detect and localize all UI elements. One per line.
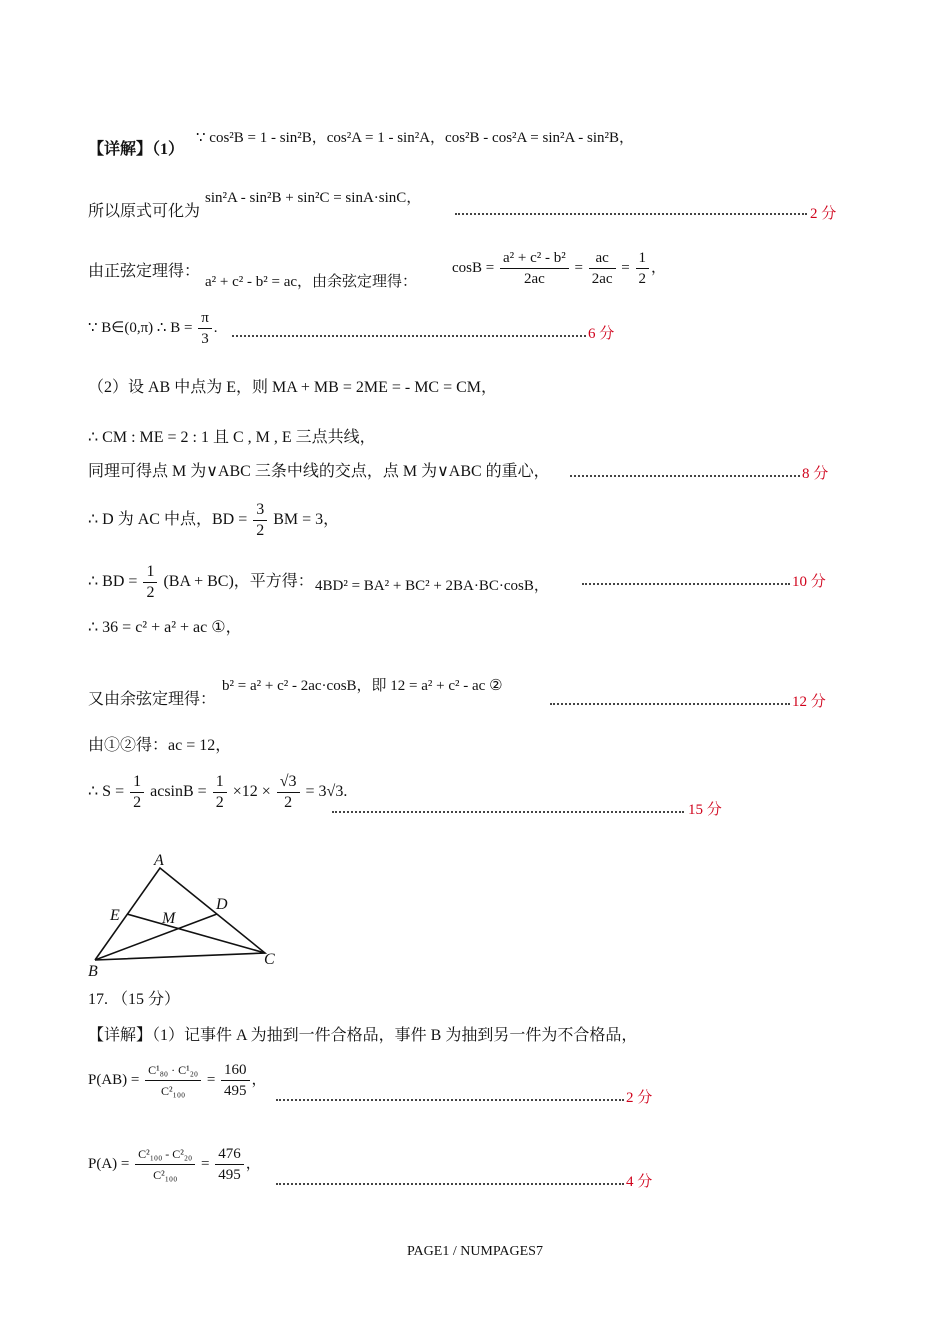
simplify-text: 所以原式可化为 xyxy=(88,203,201,220)
prob-a-lhs: P(A) = xyxy=(88,1155,130,1172)
page-footer: PAGE1 / NUMPAGES7 xyxy=(407,1244,543,1259)
equation-2: b² = a² + c² - 2ac·cosB，即 12 = a² + c² - ac ② xyxy=(222,678,503,694)
fraction-den: C²₁₀₀ xyxy=(161,1084,186,1098)
identity-line: ∵ cos²B = 1 - sin²B，cos²A = 1 - sin²A，cos²B - cos²A = sin²A - sin²B， xyxy=(196,130,634,146)
fraction-num: 1 xyxy=(636,248,650,269)
fraction-den: 2 xyxy=(256,522,265,539)
fraction-den: 2ac xyxy=(591,271,613,287)
fraction-num: 476 xyxy=(215,1144,244,1165)
dot-leader xyxy=(455,212,807,215)
area-lhs: ∴ S = xyxy=(88,783,125,801)
label-b: B xyxy=(88,963,98,980)
dot-leader xyxy=(582,582,790,585)
fraction-den: 2 xyxy=(638,271,646,287)
part2-line: （2）设 AB 中点为 E，则 MA + MB = 2ME = - MC = CM， xyxy=(88,379,498,396)
fraction-den: 2 xyxy=(146,584,155,601)
problem-17-detail: 【详解】（1）记事件 A 为抽到一件合格品，事件 B 为抽到另一件为不合格品， xyxy=(88,1027,638,1044)
label-c: C xyxy=(264,951,275,968)
fraction-den: 2ac xyxy=(523,271,545,287)
score-17-4: 4 分 xyxy=(626,1174,653,1190)
fraction xyxy=(253,500,267,541)
detail-heading: 【详解】（1） xyxy=(88,141,185,158)
median-ce xyxy=(127,914,265,953)
fraction-den: 495 xyxy=(224,1083,247,1099)
fraction xyxy=(143,562,157,603)
problem-17-heading: 17. （15 分） xyxy=(88,991,181,1008)
label-e: E xyxy=(110,907,120,924)
triangle-figure xyxy=(80,848,290,983)
fraction-num: π xyxy=(198,308,212,329)
dot-leader xyxy=(550,702,790,705)
vector-bd-text: ∴ BD = xyxy=(88,573,138,591)
fraction-num: 1 xyxy=(213,772,227,793)
prob-a-line: P(A) = $\frac{\text{C²₁₀₀ - C²₂₀}}{\text{C²₁₀₀}}$ = $\frac{476}{495}$ ， xyxy=(88,1146,261,1183)
midpoint-text: ∴ D 为 AC 中点，BD = xyxy=(88,511,248,529)
fraction xyxy=(145,1060,201,1101)
squared-equation: 4BD² = BA² + BC² + 2BA·BC·cosB， xyxy=(315,578,549,594)
label-m: M xyxy=(162,910,176,927)
prob-ab-lhs: P(AB) = xyxy=(88,1071,140,1088)
fraction-num: C²₁₀₀ - C²₂₀ xyxy=(135,1144,195,1165)
label-d: D xyxy=(216,896,228,913)
score-10: 10 分 xyxy=(792,574,826,590)
fraction-num: C¹₈₀ · C¹₂₀ xyxy=(145,1060,201,1081)
equation-1: ∴ 36 = c² + a² + ac ①， xyxy=(88,619,242,636)
fraction-den: 3 xyxy=(201,331,209,347)
fraction-den: C²₁₀₀ xyxy=(153,1168,178,1182)
fraction-num: 1 xyxy=(143,562,157,583)
fraction-num: √3 xyxy=(277,772,300,793)
simplify-math: sin²A - sin²B + sin²C = sinA·sinC， xyxy=(205,190,422,206)
dot-leader xyxy=(276,1098,624,1101)
area-line xyxy=(88,772,347,813)
score-2: 2 分 xyxy=(810,206,837,222)
fraction-den: 2 xyxy=(284,794,293,811)
fraction-num: 3 xyxy=(253,500,267,521)
label-a: A xyxy=(154,852,164,869)
fraction xyxy=(589,248,616,289)
sine-law-math: a² + c² - b² = ac，由余弦定理得： xyxy=(205,274,418,290)
fraction-den: 495 xyxy=(218,1167,241,1183)
score-17-2: 2 分 xyxy=(626,1090,653,1106)
area-result: = 3√3. xyxy=(305,783,348,801)
midpoint-line xyxy=(88,500,339,541)
fraction-den: 2 xyxy=(215,794,224,811)
vector-bd-line xyxy=(88,562,314,603)
dot-leader xyxy=(332,810,684,813)
dot-leader xyxy=(232,334,586,337)
sine-law-text: 由正弦定理得： xyxy=(88,263,201,280)
fraction xyxy=(130,772,144,813)
cos-b-formula: cosB = $\frac{\text{a² + c² - b²}}{2ac}$ = $\frac{ac}{2ac}$ = $\frac{1}{2}$ ， xyxy=(452,250,667,287)
midpoint-result: BM = 3， xyxy=(273,511,340,529)
fraction xyxy=(277,772,300,813)
score-6: 6 分 xyxy=(588,326,615,342)
fraction-num: 160 xyxy=(221,1060,250,1081)
fraction xyxy=(198,308,212,349)
fraction xyxy=(213,772,227,813)
fraction xyxy=(215,1144,244,1185)
fraction xyxy=(221,1060,250,1101)
fraction xyxy=(636,248,650,289)
angle-b-result: ∵ B∈(0,π) ∴ B = $\frac{\pi}{3}$ . xyxy=(88,310,218,347)
fraction-den: 2 xyxy=(133,794,142,811)
cos-b-lhs: cosB = xyxy=(452,259,495,276)
fraction-num: ac xyxy=(589,248,616,269)
prob-ab-line: P(AB) = $\frac{\text{C¹₈₀ · C¹₂₀}}{\text{C²₁₀₀}}$ = $\frac{160}{495}$ ， xyxy=(88,1062,267,1099)
centroid-line: 同理可得点 M 为∨ABC 三条中线的交点，点 M 为∨ABC 的重心， xyxy=(88,463,550,480)
dot-leader xyxy=(276,1182,624,1185)
fraction-num: 1 xyxy=(130,772,144,793)
detail-label-16 xyxy=(88,140,184,160)
fraction-num: a² + c² - b² xyxy=(500,248,569,269)
angle-b-text: ∵ B∈(0,π) ∴ B = xyxy=(88,319,193,336)
score-12: 12 分 xyxy=(792,694,826,710)
area-times: ×12 × xyxy=(232,783,271,801)
fraction xyxy=(500,248,569,289)
vector-bd-sum: (BA + BC)，平方得： xyxy=(163,573,314,591)
dot-leader xyxy=(570,474,800,477)
area-mid: acsinB = xyxy=(150,783,207,801)
cosine-law-text: 又由余弦定理得： xyxy=(88,691,217,708)
product-result: 由①②得：ac = 12， xyxy=(88,737,232,754)
fraction xyxy=(135,1144,195,1185)
collinear-line: ∴ CM : ME = 2 : 1 且 C , M , E 三点共线， xyxy=(88,429,376,446)
score-15: 15 分 xyxy=(688,802,722,818)
score-8: 8 分 xyxy=(802,466,829,482)
